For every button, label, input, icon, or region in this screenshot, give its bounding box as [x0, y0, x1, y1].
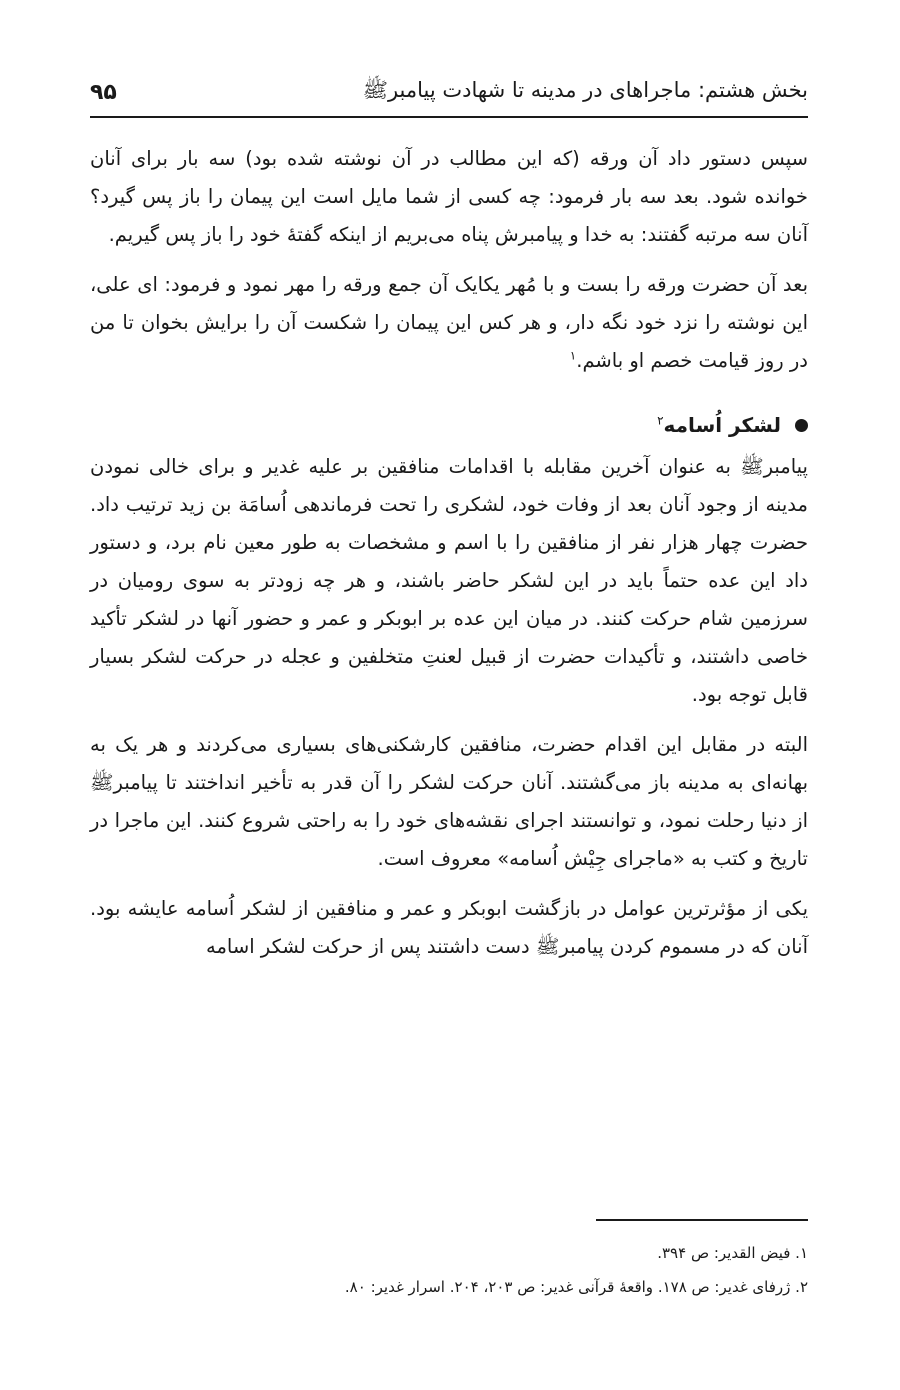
footnote-ref-1: ۱ [569, 348, 577, 363]
running-title: بخش هشتم: ماجراهای در مدینه تا شهادت پیامبرﷺ [362, 77, 808, 102]
section-title: لشکر اُسامه [663, 413, 781, 437]
paragraph-5: یکی از مؤثرترین عوامل در بازگشت ابوبکر و عمر و منافقین از لشکر اُسامه عایشه بود. آنان که در مسموم کردن پیامبرﷺ دست داشتند پس از حرکت لشکر اسامه [90, 897, 808, 958]
footnote-2: ۲. ژرفای غدیر: ص ۱۷۸. واقعهٔ قرآنی غدیر: ص ۲۰۳، ۲۰۴. اسرار غدیر: ۸۰. [344, 1278, 808, 1296]
paragraph-3: پیامبرﷺ به عنوان آخرین مقابله با اقدامات منافقین بر علیه غدیر و برای خالی نمودن مدینه از وجود آنان بعد از وفات خود، لشکری را تحت فرماندهی اُسامَة بن زید ترتیب داد. حضرت چهار هزار نفر از منافقین را با اسم و مشخصات به طور معین نام برد، و دستور داد این عده حتماً باید در این لشکر حاضر باشند، و هر چه زودتر به سوی رومیان در سرزمین شام حرکت کنند. در میان این عده بر ابوبکر و عمر و حضور آنها در لشکر تأکید خاصی داشتند، و تأکیدات حضرت از قبیل لعنتِ متخلفین و عجله در حرکت لشکر بسیار قابل توجه بود. [90, 455, 808, 706]
footnote-ref-2: ۲ [657, 413, 664, 428]
footnotes [90, 1236, 808, 1304]
book-page [90, 0, 808, 1390]
body-text [90, 140, 808, 978]
header-rule [90, 116, 808, 118]
paragraph-2: بعد آن حضرت ورقه را بست و با مُهر یکایک آن جمع ورقه را مهر نمود و فرمود: ای علی، این نوشته را نزد خود نگه دار، و هر کس این پیمان را شکست آن را برایش بخوان تا من در روز قیامت خصم او باشم.$^۱$ [90, 273, 808, 372]
footnote-1: ۱. فیض القدیر: ص ۳۹۴. [657, 1244, 808, 1262]
page-header [90, 72, 808, 112]
paragraph-4: البته در مقابل این اقدام حضرت، منافقین کارشکنی‌های بسیاری می‌کردند و هر یک به بهانه‌ای به مدینه باز می‌گشتند. آنان حرکت لشکر را آن قدر به تأخیر انداختند تا پیامبرﷺ از دنیا رحلت نمود، و توانستند اجرای نقشه‌های خود را به راحتی شروع کنند. این ماجرا در تاریخ و کتب به «ماجرای جِیْش اُسامه» معروف است. [90, 733, 808, 870]
bullet-icon [795, 419, 808, 432]
paragraph-1: سپس دستور داد آن ورقه (که این مطالب در آن نوشته شده بود) سه بار برای آنان خوانده شود. بعد سه بار فرمود: چه کسی از شما مایل است این پیمان را باز پس گیرد؟ آنان سه مرتبه گفتند: به خدا و پیامبرش پناه می‌بریم از اینکه گفتهٔ خود را باز پس گیریم. [90, 147, 808, 246]
footnote-rule [596, 1219, 808, 1221]
section-heading [90, 406, 808, 444]
page-number: ۹۵ [90, 79, 117, 105]
